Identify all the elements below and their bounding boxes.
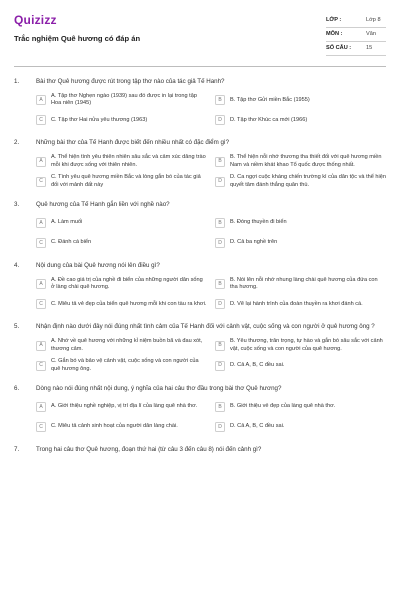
answer-option[interactable] — [215, 215, 386, 231]
option-text: C. Tập thơ Hai nửa yêu thương (1963) — [51, 116, 148, 123]
option-text: C. Gắn bó và bảo vệ cảnh vật, cuộc sống và con người của quê hương ông. — [51, 358, 199, 372]
option-letter-box[interactable]: A — [36, 279, 46, 289]
option-letter-box[interactable]: D — [215, 238, 225, 248]
option-letter-box[interactable]: C — [36, 361, 46, 371]
answer-options — [36, 399, 386, 435]
option-letter-box[interactable]: B — [215, 279, 225, 289]
answer-option[interactable] — [36, 296, 207, 312]
option-letter-box[interactable]: D — [215, 361, 225, 371]
answer-option[interactable] — [36, 154, 207, 170]
option-text: A. Thể hiện tình yêu thiên nhiên sâu sắc và cảm xúc dâng trào mỗi khi được sống với thiên nhiên. — [51, 154, 206, 168]
answer-option[interactable] — [36, 92, 207, 108]
question-row — [14, 78, 386, 86]
option-letter-box[interactable]: A — [36, 341, 46, 351]
option-text: B. Giới thiệu vẻ đẹp của làng quê nhà thơ. — [230, 403, 336, 410]
option-text: D. Cả A, B, C đều sai. — [230, 423, 285, 430]
option-letter-box[interactable]: D — [215, 299, 225, 309]
page-title: Trắc nghiệm Quê hương có đáp án — [14, 34, 141, 44]
option-text: D. Cả A, B, C đều sai. — [230, 362, 285, 369]
question-item — [14, 201, 386, 251]
option-text: A. Giới thiệu nghề nghiệp, vị trí địa lí của làng quê nhà thơ. — [51, 403, 198, 410]
option-letter-box[interactable]: B — [215, 341, 225, 351]
answer-option[interactable] — [215, 112, 386, 128]
answer-option[interactable] — [36, 174, 207, 190]
answer-option[interactable] — [36, 338, 207, 354]
option-text: C. Đánh cá biển — [51, 239, 92, 246]
question-number: 5. — [14, 323, 20, 331]
answer-options — [36, 215, 386, 251]
answer-option[interactable] — [215, 296, 386, 312]
option-text: C. Miêu tả cảnh sinh hoạt của người dân làng chài. — [51, 423, 178, 430]
meta-label: LỚP : — [326, 16, 342, 23]
answer-option[interactable] — [215, 399, 386, 415]
question-text: Trong hai câu thơ Quê hương, đoạn thứ hai (từ câu 3 đến câu 8) nói đến cảnh gì? — [36, 446, 262, 454]
answer-option[interactable] — [36, 215, 207, 231]
option-text: D. Cả ba nghề trên — [230, 239, 278, 246]
option-letter-box[interactable]: A — [36, 402, 46, 412]
meta-value: Lớp 8 — [366, 16, 381, 23]
answer-option[interactable] — [215, 235, 386, 251]
option-letter-box[interactable]: D — [215, 177, 225, 187]
question-item — [14, 385, 386, 435]
meta-row-subject — [326, 28, 386, 42]
question-number: 1. — [14, 78, 20, 85]
question-item — [14, 446, 386, 454]
answer-option[interactable] — [36, 112, 207, 128]
option-text: A. Nhớ về quê hương với những kỉ niệm buồn bã và đau xót, thương cảm. — [51, 338, 203, 352]
question-number: 3. — [14, 200, 20, 208]
option-letter-box[interactable]: C — [36, 177, 46, 187]
question-item — [14, 262, 386, 312]
answer-option[interactable] — [215, 358, 386, 374]
question-row — [14, 385, 386, 393]
meta-value: Văn — [366, 30, 376, 37]
option-letter-box[interactable]: B — [215, 218, 225, 228]
option-letter-box[interactable]: D — [215, 422, 225, 432]
meta-label: SỐ CÂU : — [326, 44, 352, 51]
answer-option[interactable] — [215, 92, 386, 108]
meta-table — [326, 14, 386, 56]
meta-value: 15 — [366, 44, 373, 51]
question-row — [14, 446, 386, 454]
option-letter-box[interactable]: A — [36, 95, 46, 105]
option-text: B. Đóng thuyền đi biển — [230, 219, 287, 226]
question-row — [14, 139, 386, 147]
question-item — [14, 139, 386, 189]
question-row — [14, 262, 386, 270]
question-text: Bài thơ Quê hương được rút trong tập thơ nào của tác giả Tế Hanh? — [36, 78, 225, 85]
option-text: B. Yêu thương, trân trọng, tự hào và gắn bó sâu sắc với cảnh vật, cuộc sống và con người của quê hương. — [230, 338, 383, 352]
question-item — [14, 78, 386, 128]
answer-option[interactable] — [36, 235, 207, 251]
option-letter-box[interactable]: A — [36, 157, 46, 167]
answer-option[interactable] — [215, 154, 386, 170]
option-letter-box[interactable]: A — [36, 218, 46, 228]
answer-option[interactable] — [36, 419, 207, 435]
option-letter-box[interactable]: C — [36, 299, 46, 309]
option-text: D. Tập thơ Khúc ca mới (1966) — [230, 116, 308, 123]
answer-option[interactable] — [36, 358, 207, 374]
meta-label: MÔN : — [326, 30, 343, 37]
meta-row-grade — [326, 14, 386, 28]
answer-option[interactable] — [215, 174, 386, 190]
option-text: D. Vẽ lại hành trình của đoàn thuyền ra khơi đánh cá. — [230, 300, 363, 307]
brand-logo[interactable]: Quizizz — [14, 13, 57, 27]
question-number: 2. — [14, 139, 20, 147]
question-text: Dòng nào nói đúng nhất nội dung, ý nghĩa của hai câu thơ đầu trong bài thơ Quê hương? — [36, 384, 282, 392]
answer-option[interactable] — [215, 276, 386, 292]
option-text: D. Ca ngợi cuộc kháng chiến trường kì của dân tộc và thể hiện quyết tâm đánh thắng quân thù. — [230, 174, 386, 188]
question-text: Nhận định nào dưới đây nói đúng nhất tình cảm của Tế Hanh đối với cảnh vật, cuộc sống và con người ở quê hương ông ? — [36, 323, 375, 331]
option-text: B. Thể hiện nỗi nhớ thương tha thiết đối với quê hương miền Nam và niềm khát khao Tổ quốc được thống nhất. — [230, 154, 382, 168]
header — [14, 12, 386, 60]
question-number: 4. — [14, 262, 20, 270]
option-letter-box[interactable]: C — [36, 238, 46, 248]
question-text: Những bài thơ của Tế Hanh được biết đến nhiều nhất có đặc điểm gì? — [36, 139, 230, 147]
question-text: Quê hương của Tế Hanh gắn liền với nghề nào? — [36, 200, 170, 208]
question-text: Nội dung của bài Quê hương nói lên điều gì? — [36, 262, 160, 270]
question-list — [14, 78, 386, 466]
option-letter-box[interactable]: C — [36, 422, 46, 432]
option-letter-box[interactable]: B — [215, 95, 225, 105]
option-letter-box[interactable]: C — [36, 115, 46, 125]
question-row — [14, 201, 386, 209]
answer-options — [36, 92, 386, 128]
option-letter-box[interactable]: B — [215, 402, 225, 412]
option-text: B. Nói lên nỗi nhớ nhung làng chài quê hương của đứa con tha hương. — [230, 276, 378, 291]
question-number: 7. — [14, 446, 20, 454]
answer-options — [36, 276, 386, 312]
question-row — [14, 323, 386, 331]
option-text: A. Đề cao giá trị của nghề đi biển của những người dân sống ở làng chài quê hương. — [51, 276, 203, 291]
option-text: C. Miêu tả vẻ đẹp của biển quê hương mỗi khi con tàu ra khơi. — [51, 300, 207, 307]
answer-options — [36, 338, 386, 374]
option-text: B. Tập thơ Gửi miền Bắc (1955) — [230, 96, 310, 103]
option-letter-box[interactable]: B — [215, 157, 225, 167]
header-divider — [14, 66, 386, 67]
option-letter-box[interactable]: D — [215, 115, 225, 125]
answer-option[interactable] — [36, 276, 207, 292]
option-text: A. Tập thơ Nghẹn ngào (1939) sau đó được in lại trong tập Hoa niên (1945) — [51, 92, 197, 107]
answer-option[interactable] — [215, 338, 386, 354]
answer-option[interactable] — [215, 419, 386, 435]
answer-options — [36, 154, 386, 190]
question-item — [14, 323, 386, 373]
meta-row-count — [326, 42, 386, 56]
answer-option[interactable] — [36, 399, 207, 415]
option-text: A. Làm muối — [51, 219, 83, 226]
question-number: 6. — [14, 384, 20, 392]
option-text: C. Tình yêu quê hương miền Bắc và lòng gắn bó của tác giả đối với mảnh đất này — [51, 174, 201, 188]
